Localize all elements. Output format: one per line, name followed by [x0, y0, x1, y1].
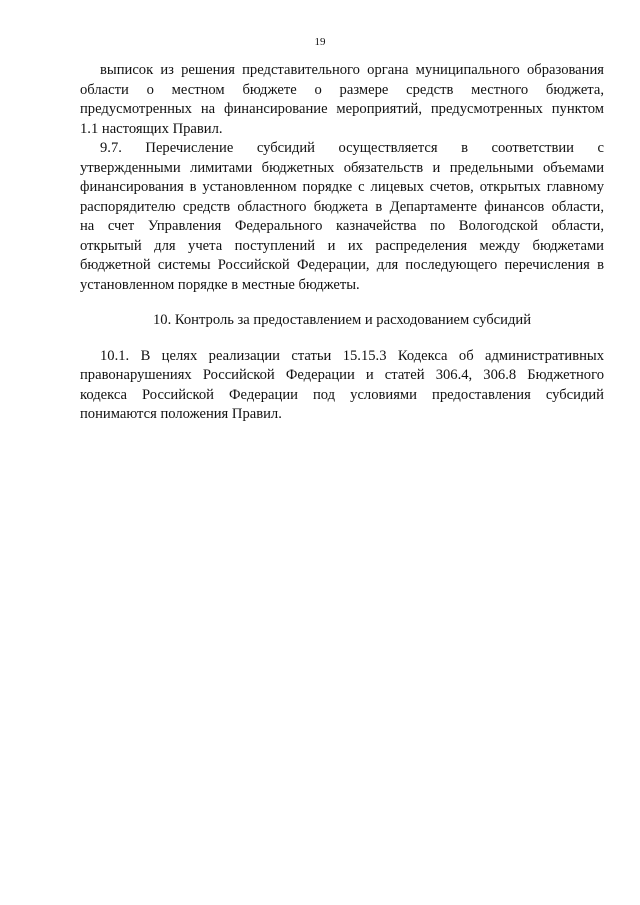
text-line: установленном порядке в местные бюджеты. [80, 276, 360, 293]
text-line: понимаются положения Правил. [80, 406, 282, 422]
text-line: кодекса Российской Федерации под условиями предоставления субсидий [80, 386, 604, 403]
document-body [80, 61, 604, 425]
text-line: 10.1. В целях реализации статьи 15.15.3 Кодекса об административных [100, 347, 604, 364]
text-line: 9.7. Перечисление субсидий осуществляется в соответствии с [100, 140, 604, 156]
spacer [100, 331, 604, 347]
text-line: 1.1 настоящих Правил. [80, 120, 223, 137]
text-line: правонарушениях Российской Федерации и статей 306.4, 306.8 Бюджетного [80, 367, 604, 383]
page-number: 19 [314, 36, 326, 48]
paragraph-municipal-extracts [80, 61, 604, 139]
spacer [100, 295, 604, 311]
text-line: открытый для учета поступлений и их распределения между бюджетами [80, 237, 604, 254]
text-line: выписок из решения представительного органа муниципального образования [100, 62, 604, 78]
section-heading: 10. Контроль за предоставлением и расходованием субсидий [152, 312, 532, 328]
text-line: области о местном бюджете о размере средств местного бюджета, [80, 81, 604, 98]
paragraph-10-1 [80, 347, 604, 425]
text-line: на счет Управления Федерального казначейства по Вологодской области, [80, 218, 604, 234]
paragraph-9-7 [80, 139, 604, 295]
text-line: утвержденными лимитами бюджетных обязательств и предельными объемами [80, 159, 604, 176]
text-line: бюджетной системы Российской Федерации, для последующего перечисления в [80, 257, 604, 273]
text-line: финансирования в установленном порядке с лицевых счетов, открытых главному [80, 179, 604, 195]
text-line: предусмотренных на финансирование мероприятий, предусмотренных пунктом [80, 101, 604, 117]
text-line: распорядителю средств областного бюджета в Департаменте финансов области, [80, 198, 604, 215]
